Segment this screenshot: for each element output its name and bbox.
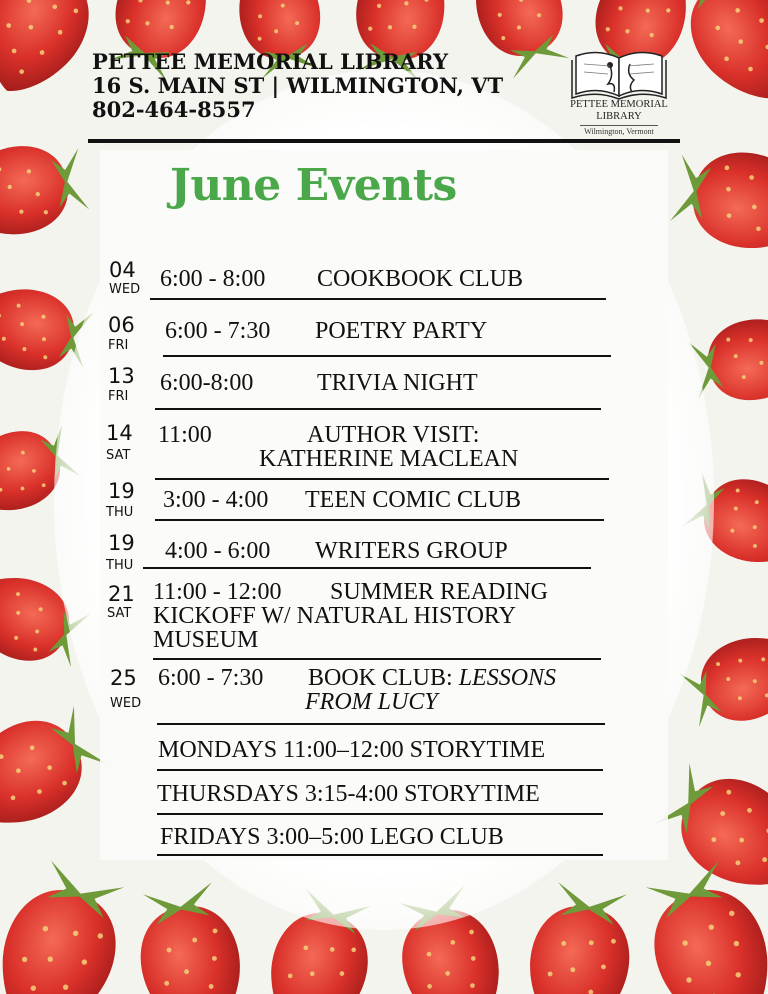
event-day: 21 [108,582,135,606]
event-time: 6:00-8:00 [160,370,254,396]
weekly-divider [157,854,603,856]
event-day: 19 [108,479,135,503]
library-phone: 802-464-8557 [92,97,256,122]
event-weekday: SAT [106,448,131,463]
event-day: 14 [106,421,133,445]
event-time: 4:00 - 6:00 [165,538,271,564]
event-weekday: FRI [108,338,129,353]
library-logo [566,46,672,138]
event-time: 6:00 - 7:30 [165,318,271,344]
event-weekday: THU [106,558,134,573]
header-divider [88,139,680,143]
event-name: WRITERS GROUP [315,538,508,564]
weekly-divider [157,813,603,815]
event-weekday: SAT [107,606,132,621]
weekly-divider [157,769,603,771]
event-divider [143,567,591,569]
event-divider [153,658,601,660]
event-time: 3:00 - 4:00 [163,487,269,513]
event-name: COOKBOOK CLUB [317,266,524,292]
event-divider [150,298,606,300]
event-name: POETRY PARTY [315,318,488,344]
event-divider [155,478,609,480]
library-name: PETTEE MEMORIAL LIBRARY [92,49,448,74]
event-day: 13 [108,364,135,388]
event-time: 6:00 - 7:30 [158,665,264,691]
event-name-italic-line2: FROM LUCY [305,689,438,715]
library-header [92,50,562,122]
event-day: 04 [109,258,136,282]
library-address: 16 S. MAIN ST | WILMINGTON, VT [92,73,504,98]
event-weekday: FRI [108,389,129,404]
event-name: AUTHOR VISIT: [307,422,480,448]
logo-name-line1: PETTEE MEMORIAL [570,99,668,110]
event-name-line3: MUSEUM [153,627,259,653]
logo-name-line2: LIBRARY [596,111,642,122]
event-time: 11:00 [158,422,212,448]
event-divider [155,519,604,521]
event-weekday: WED [110,696,142,711]
event-name-roman: BOOK CLUB: [308,665,459,691]
event-day: 25 [110,666,137,690]
logo-divider [580,125,658,126]
event-divider [157,723,605,725]
event-name [308,666,556,690]
event-day: 06 [108,313,135,337]
event-weekday: WED [109,282,141,297]
event-name-line2 [305,690,438,714]
event-name-line2: KICKOFF W/ NATURAL HISTORY [153,603,516,629]
event-divider [163,355,611,357]
event-divider [155,408,601,410]
weekly-event: THURSDAYS 3:15-4:00 STORYTIME [157,781,540,807]
event-time: 11:00 - 12:00 [153,579,282,605]
logo-location: Wilmington, Vermont [584,127,654,136]
event-name: TEEN COMIC CLUB [305,487,521,513]
event-name: SUMMER READING [330,579,549,605]
page-title: June Events [170,160,457,211]
event-name-line2: KATHERINE MACLEAN [259,446,519,472]
event-name: TRIVIA NIGHT [317,370,478,396]
event-weekday: THU [106,505,134,520]
event-day: 19 [108,531,135,555]
weekly-event: FRIDAYS 3:00–5:00 LEGO CLUB [160,824,504,850]
event-time: 6:00 - 8:00 [160,266,266,292]
open-book-icon [570,46,668,100]
weekly-event: MONDAYS 11:00–12:00 STORYTIME [158,737,546,763]
event-name-italic: LESSONS [458,665,557,691]
